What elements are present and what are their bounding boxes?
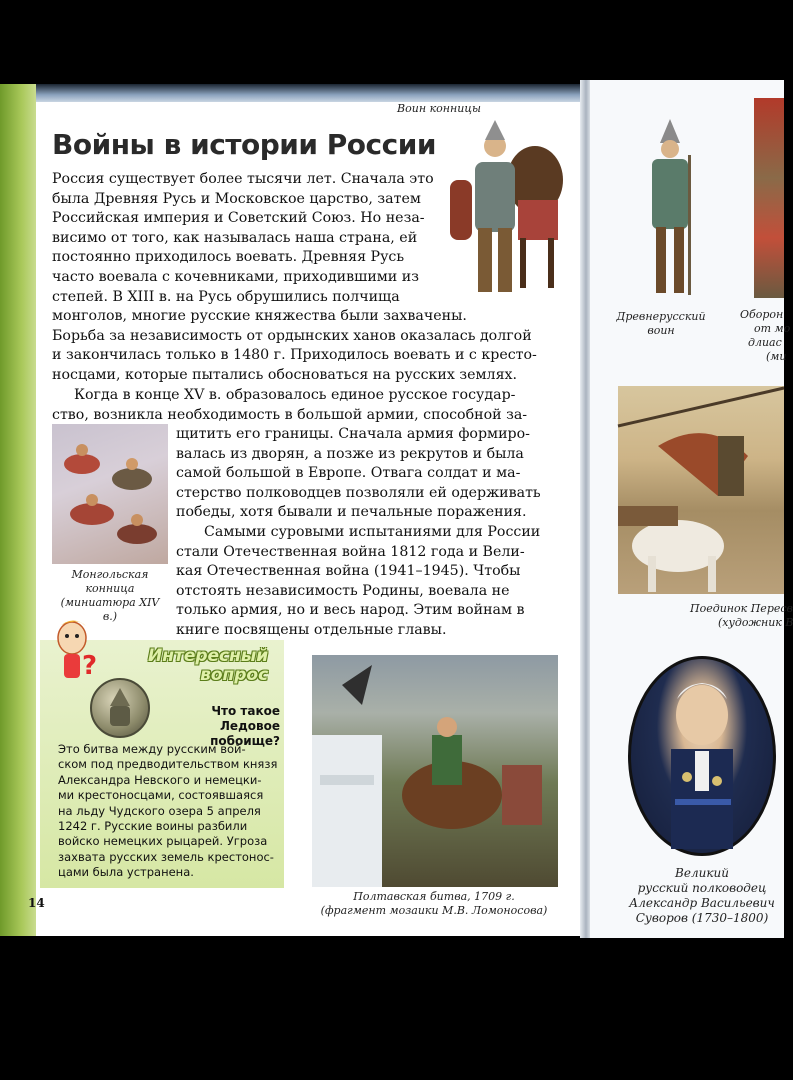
text-line: Самыми суровыми испытаниями для России xyxy=(204,524,541,540)
green-margin-strip xyxy=(0,84,36,936)
paragraph-2-narrow xyxy=(176,425,552,523)
caption-line: (миниатюра XIV в.) xyxy=(60,596,160,623)
text-line: носцами, которые пытались обосноваться на русских землях. xyxy=(52,366,518,383)
text-line: Когда в конце XV в. образовалось единое русское государ- xyxy=(74,387,516,403)
text-line: книге посвящены отдельные главы. xyxy=(176,621,447,638)
defense-painting-partial xyxy=(754,98,784,298)
text-line: и закончилась только в 1480 г. Приходилось воевать и с крестo- xyxy=(52,347,537,364)
text-line: степей. В XIII в. на Русь обрушились полчища xyxy=(52,288,400,305)
caption-cavalry-warrior: Воин конницы xyxy=(397,102,481,115)
caption-line: Александр Васильевич xyxy=(629,896,775,910)
text-line: стерство полководцев позволяли ей одерживать xyxy=(176,484,541,501)
caption-line: от мо xyxy=(754,322,791,335)
caption-line: длиас xyxy=(748,336,782,349)
caption-old-russian-warrior xyxy=(606,310,716,338)
text-line: стали Отечественная война 1812 года и Вели- xyxy=(176,543,525,560)
quiz-answer-line: 1242 г. Русские воины разбили xyxy=(58,819,248,834)
text-line: самой большой в Европе. Отвага солдат и ма- xyxy=(176,465,521,482)
caption-line: конница xyxy=(85,582,135,595)
old-russian-warrior-illustration xyxy=(630,115,710,305)
caption-line: Великий xyxy=(675,866,729,880)
cavalry-warrior-illustration xyxy=(440,110,570,302)
text-line: висимо от того, как называлась наша страна, ей xyxy=(52,229,418,246)
text-line: Борьба за независимость от ордынских ханов оказалась долгой xyxy=(52,327,532,344)
page-number: 14 xyxy=(28,896,45,910)
poltava-battle-mosaic xyxy=(312,655,558,887)
caption-line: Суворов (1730–1800) xyxy=(635,911,769,925)
quiz-answer-line: на льду Чудского озера 5 апреля xyxy=(58,803,261,818)
caption-line: Полтавская битва, 1709 г. xyxy=(353,890,515,903)
text-line: кая Отечественная война (1941–1945). Чтобы xyxy=(176,563,521,580)
quiz-header-line: Интересный xyxy=(148,646,269,666)
text-line: часто воевала с кочевниками, приходившими из xyxy=(52,268,419,285)
text-line: была Древняя Русь и Московское царство, затем xyxy=(52,190,421,207)
text-line: постоянно приходилось воевать. Древняя Русь xyxy=(52,249,405,266)
suvorov-portrait xyxy=(628,656,776,856)
page-top-edge xyxy=(0,84,584,102)
quiz-header xyxy=(148,647,268,685)
text-line: победы, хотя бывали и печальные поражения. xyxy=(176,504,527,521)
caption-line: Поединок Пересв xyxy=(690,602,793,615)
text-line: ство, возникла необходимость в большой армии, способной за- xyxy=(52,406,528,423)
quiz-answer-line: ми крестоносцами, состоявшаяся xyxy=(58,788,264,803)
caption-duel-partial xyxy=(680,602,793,630)
text-line: монголов, многие русские княжества были захвачены. xyxy=(52,308,467,324)
text-line: только армия, но и весь народ. Этим войнам в xyxy=(176,602,525,619)
quiz-answer-line: Это битва между русским вой- xyxy=(58,742,246,756)
duel-painting xyxy=(618,386,784,594)
paragraph-1-top xyxy=(52,170,440,307)
text-line: щитить его границы. Сначала армия формиро- xyxy=(176,426,530,442)
text-line: Российская империя и Советский Союз. Но неза- xyxy=(52,210,425,227)
quiz-answer-line: войско немецких рыцарей. Угроза xyxy=(58,834,268,849)
text-line: валась из дворян, а позже из рекрутов и была xyxy=(176,445,524,462)
text-line: Россия существует более тысячи лет. Сначала это xyxy=(52,171,434,187)
quiz-answer xyxy=(58,742,280,881)
paragraph-1-bottom xyxy=(52,307,552,385)
caption-line: Древнерусский xyxy=(616,310,706,323)
caption-suvorov xyxy=(622,866,782,926)
helmet-coin-icon xyxy=(90,678,150,738)
caption-defense-partial xyxy=(740,308,791,364)
caption-poltava xyxy=(300,890,568,918)
quiz-answer-line: Александра Невского и немецки- xyxy=(58,772,262,787)
caption-line: русский полководец xyxy=(637,881,767,895)
quiz-header-line: вопрос xyxy=(200,665,269,685)
svg-text:?: ? xyxy=(82,651,98,681)
mongol-cavalry-miniature xyxy=(52,424,168,564)
caption-line: (фрагмент мозаики М.В. Ломоносова) xyxy=(320,904,548,917)
caption-line: Монгольская xyxy=(71,568,149,581)
caption-line: воин xyxy=(647,324,675,337)
caption-line: (ми xyxy=(766,350,787,363)
text-line: отстоять независимость Родины, воевала не xyxy=(176,582,510,599)
caption-line: Оборон xyxy=(740,308,784,321)
quiz-answer-line: цами была устранена. xyxy=(58,865,194,880)
quiz-answer-line: захвата русских земель крестонос- xyxy=(58,849,274,864)
caption-line: (художник В xyxy=(718,616,793,629)
quiz-answer-line: ском под предводительством князя xyxy=(58,757,278,772)
paragraph-3 xyxy=(176,523,552,641)
quiz-question-line: Ледовое побоище? xyxy=(210,719,280,748)
paragraph-2-full xyxy=(52,386,552,425)
quiz-question-line: Что такое xyxy=(211,704,280,718)
page-title: Войны в истории России xyxy=(52,128,436,161)
